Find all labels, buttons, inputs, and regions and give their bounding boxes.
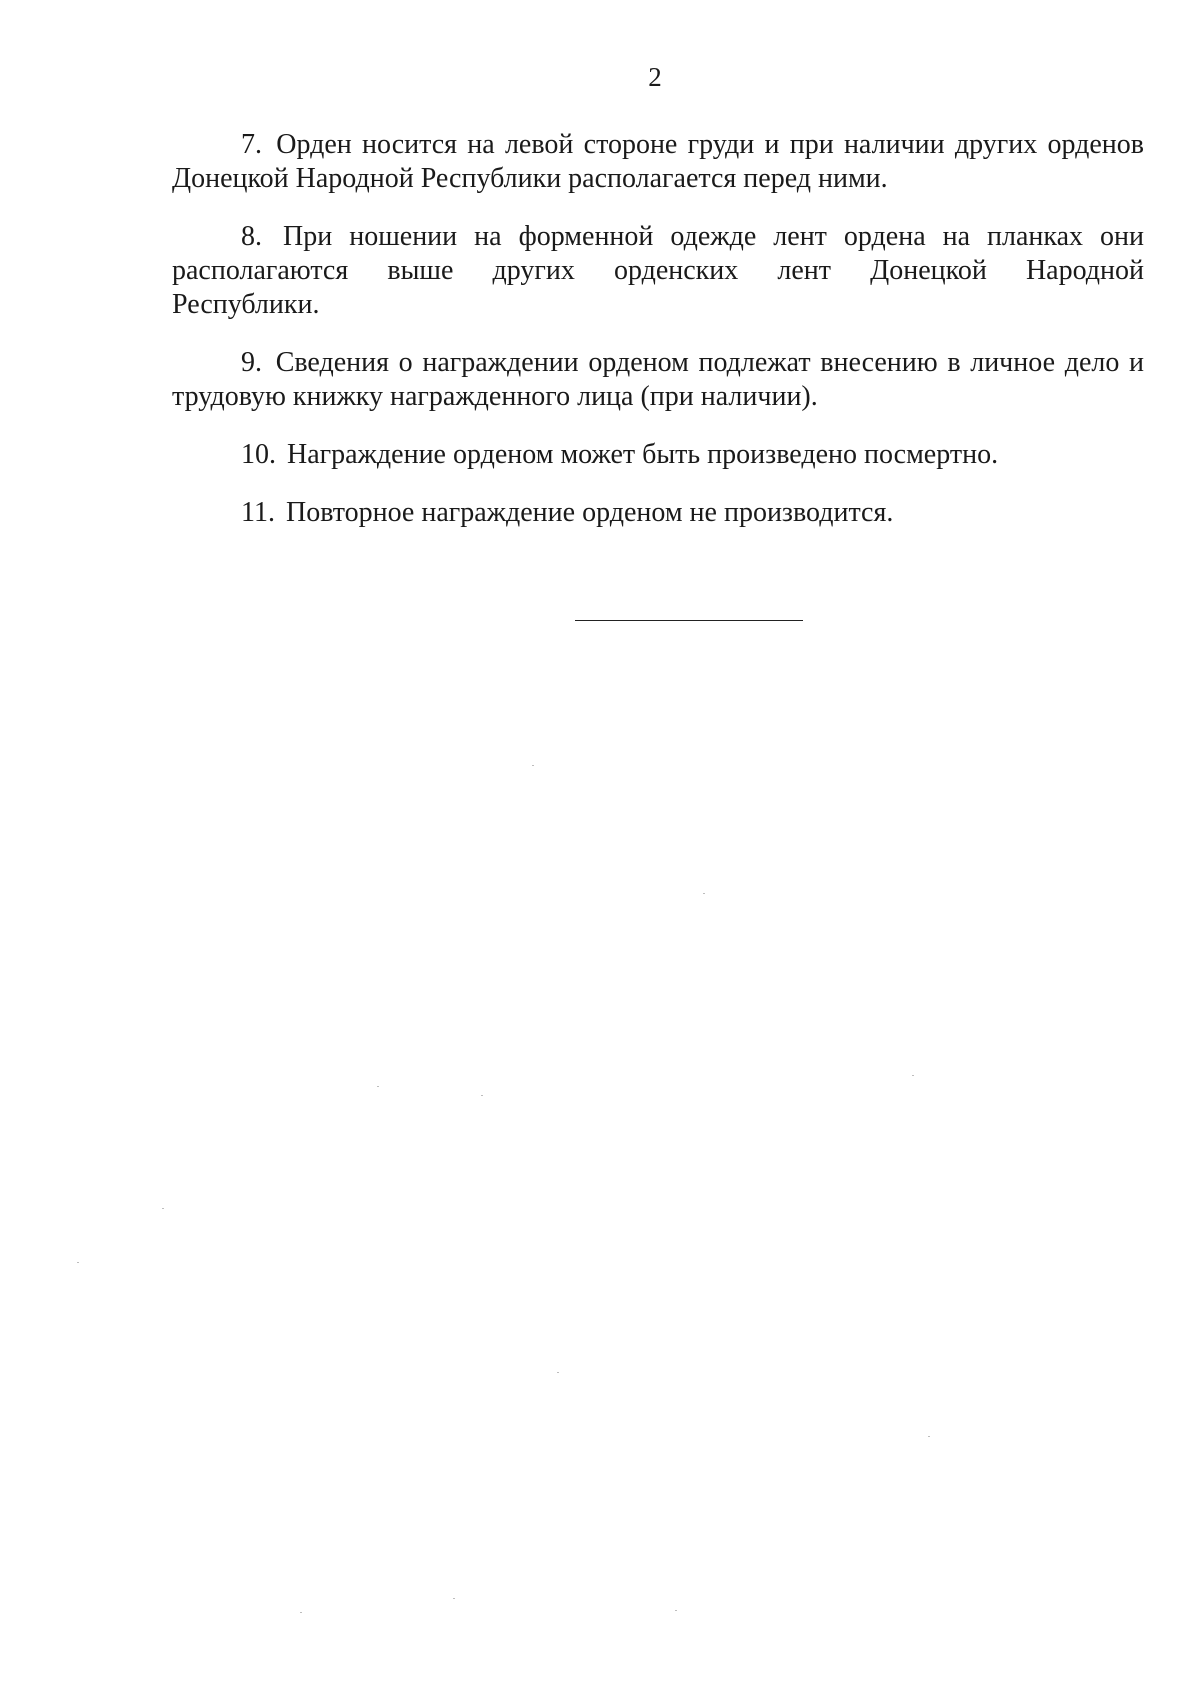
scan-speck [300, 1612, 302, 1613]
paragraph-11 [172, 496, 1144, 530]
paragraph-text: Повторное награждение орденом не производится. [285, 497, 894, 528]
scan-speck [532, 765, 534, 766]
paragraph-text: Сведения о награждении орденом подлежат внесению в личное дело и трудовую книжку награжденного лица (при наличии). [172, 347, 1145, 412]
scan-speck [557, 1372, 559, 1373]
paragraph-8 [172, 220, 1144, 322]
scan-speck [928, 1436, 930, 1437]
document-body [172, 128, 1144, 554]
scan-speck [77, 1262, 79, 1263]
scan-speck [675, 1610, 677, 1611]
paragraph-number: 10. [241, 439, 276, 470]
paragraph-number: 7. [241, 129, 262, 160]
paragraph-text: При ношении на форменной одежде лент ордена на планках они располагаются выше других орденских лент Донецкой Народной Республики. [172, 221, 1145, 320]
paragraph-10 [172, 438, 1144, 472]
paragraph-text: Орден носится на левой стороне груди и при наличии других орденов Донецкой Народной Республики располагается перед ними. [172, 129, 1144, 194]
paragraph-7 [172, 128, 1144, 196]
scan-speck [481, 1095, 483, 1096]
scan-speck [453, 1598, 455, 1599]
paragraph-number: 9. [241, 347, 262, 378]
paragraph-9 [172, 346, 1144, 414]
page-number: 2 [648, 62, 662, 92]
scan-speck [912, 1075, 914, 1076]
paragraph-number: 11. [241, 497, 275, 528]
scan-speck [377, 1086, 379, 1087]
paragraph-number: 8. [241, 221, 262, 252]
scan-speck [703, 893, 705, 894]
paragraph-text: Награждение орденом может быть произведено посмертно. [287, 439, 999, 470]
scan-speck [162, 1208, 164, 1209]
end-divider-line [575, 620, 803, 621]
